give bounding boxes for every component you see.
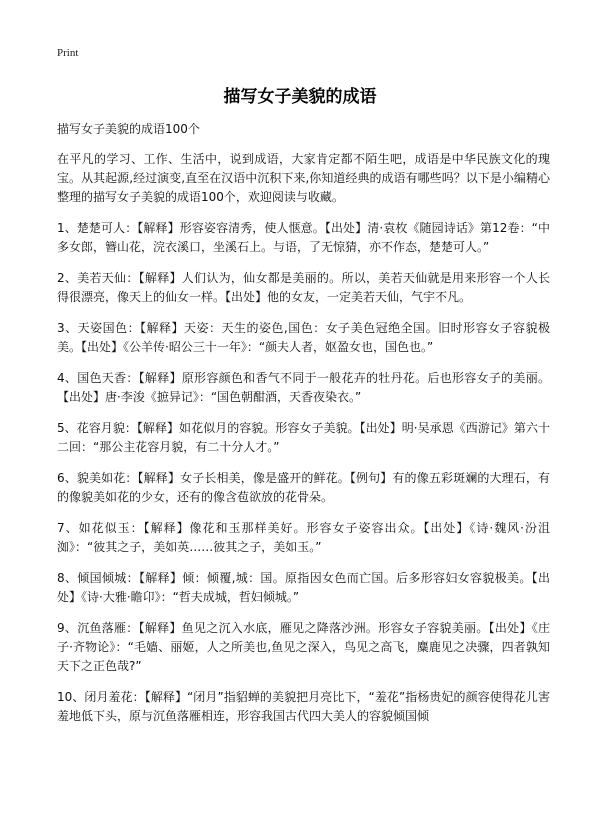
idiom-entry-10: 10、闭月羞花：【解释】“闭月”指貂蝉的美貌把月亮比下，“羞花”指杨贵妃的颜容使得花儿害羞地低下头，原与沉鱼落雁相连，形容我国古代四大美人的容貌倾国倾 [57, 690, 550, 723]
idiom-entry-4: 4、国色天香：【解释】原形容颜色和香气不同于一般花卉的牡丹花。后也形容女子的美丽。【出处】唐·李浚《摭异记》：“国色朝酣酒，天香夜染衣。” [57, 371, 550, 404]
article-body [57, 150, 550, 738]
idiom-entry-9: 9、沉鱼落雁：【解释】鱼见之沉入水底，雁见之降落沙洲。形容女子容貌美丽。【出处】《庄子·齐物论》：“毛嫱、丽姬，人之所美也,鱼见之深入，鸟见之高飞，麋鹿见之决骤，四者孰知天下之正色哉?” [57, 621, 550, 673]
idiom-entry-3: 3、天姿国色：【解释】天姿：天生的姿色,国色：女子美色冠绝全国。旧时形容女子容貌极美。【出处】《公羊传·昭公三十一年》：“颜夫人者，妪盈女也，国色也。” [57, 321, 550, 354]
page-subtitle: 描写女子美貌的成语100个 [57, 122, 200, 136]
idiom-entry-8: 8、倾国倾城：【解释】倾：倾覆,城：国。原指因女色而亡国。后多形容妇女容貌极美。【出处】《诗·大雅·瞻卬》：“哲夫成城，哲妇倾城。” [57, 571, 550, 604]
idiom-entry-5: 5、花容月貌：【解释】如花似月的容貌。形容女子美貌。【出处】明·吴承恩《西游记》第六十二回：“那公主花容月貌，有二十分人才。” [57, 421, 550, 454]
idiom-entry-2: 2、美若天仙：【解释】人们认为，仙女都是美丽的。所以，美若天仙就是用来形容一个人长得很漂亮，像天上的仙女一样。【出处】他的女友，一定美若天仙，气宇不凡。 [57, 271, 550, 304]
print-label: Print [57, 47, 79, 59]
idiom-entry-1: 1、楚楚可人：【解释】形容姿容清秀，使人惬意。【出处】清·袁枚《随园诗话》第12卷：“中多女郎，簪山花，浣衣溪口，坐溪石上。与语，了无惊猜，亦不作态，楚楚可人。” [57, 221, 550, 254]
idiom-entry-6: 6、貌美如花：【解释】女子长相美，像是盛开的鲜花。【例句】有的像五彩斑斓的大理石，有的像貌美如花的少女，还有的像含苞欲放的花骨朵。 [57, 471, 550, 504]
intro-paragraph: 在平凡的学习、工作、生活中，说到成语，大家肯定都不陌生吧，成语是中华民族文化的瑰宝。从其起源,经过演变,直至在汉语中沉积下来,你知道经典的成语有哪些吗？以下是小编精心整理的描写女子美貌的成语100个，欢迎阅读与收藏。 [57, 152, 550, 204]
page-title: 描写女子美貌的成语 [223, 87, 377, 107]
idiom-entry-7: 7、如花似玉：【解释】像花和玉那样美好。形容女子姿容出众。【出处】《诗·魏风·汾沮洳》：“彼其之子，美如英……彼其之子，美如玉。” [57, 521, 550, 554]
